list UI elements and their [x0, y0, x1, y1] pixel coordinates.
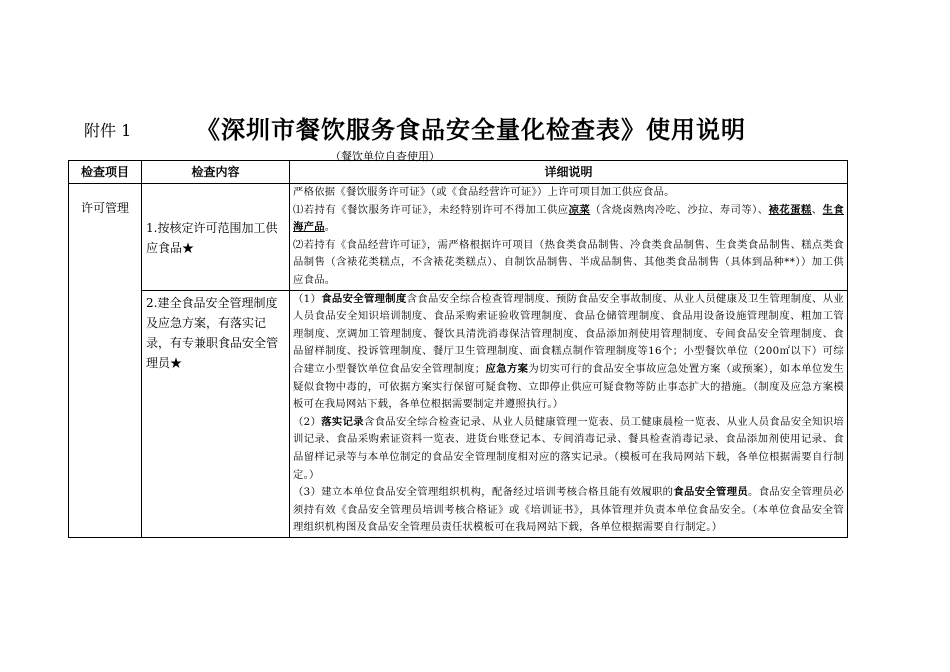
header-item: 检查项目	[69, 161, 142, 184]
table-row	[69, 290, 848, 537]
detail-paragraph	[293, 484, 844, 537]
table-row	[69, 184, 848, 291]
header-content: 检查内容	[142, 161, 290, 184]
text-span: （含烧卤熟肉冷吃、沙拉、寿司等）、	[590, 203, 769, 216]
category-cell: 许可管理	[69, 184, 142, 538]
highlight-cold-dishes: 凉菜	[568, 203, 591, 216]
document-title: 《深圳市餐饮服务食品安全量化检查表》使用说明	[196, 115, 746, 144]
detail-paragraph	[293, 414, 844, 484]
highlight-decorated-cake: 裱花蛋糕	[768, 203, 812, 216]
document-subtitle: （餐饮单位自查使用）	[330, 150, 440, 163]
text-span: （1）	[293, 292, 322, 305]
text-span: 为切实可行的食品安全事故应急处置方案（或预案），如本单位发生疑似食物中毒的，可依据方案实行保留可疑食物、立即停止供应可疑食物等防止事态扩大的措施。（制度及应急方案模板可在我局网站下载，各单位根据需要制定并遵照执行。）	[293, 362, 844, 411]
text-span: （2）	[293, 415, 322, 428]
check-content-cell: 2.建全食品安全管理制度及应急方案，有落实记录，有专兼职食品安全管理员★	[142, 290, 290, 537]
detail-cell	[290, 290, 848, 537]
text-span: 含食品安全综合检查记录、从业人员健康管理一览表、员工健康晨检一览表、从业人员食品安全知识培训记录、食品采购索证资料一览表、进货台账登记本、专间消毒记录、餐具检查消毒记录、食品添加剂使用记录、食品留样记录等与本单位制定的食品安全管理制度相对应的落实记录。（模板可在我局网站下载，各单位根据需要自行制定。）	[293, 415, 845, 481]
attachment-label: 附件 1	[84, 121, 132, 140]
highlight-raw-seafood: 生食海产品	[293, 203, 845, 234]
detail-cell	[290, 184, 848, 291]
detail-line: 严格依据《餐饮服务许可证》（或《食品经营许可证》）上许可项目加工供应食品。	[293, 186, 675, 198]
detail-line: ⑵若持有《食品经营许可证》，需严格根据许可项目（热食类食品制售、冷食类食品制售、生食类食品制售、糕点类食品制售（含裱花类糕点，不含裱花类糕点）、自制饮品制售、半成品制售、其他类食品制售（具体到品种**））加工供应食品。	[293, 238, 844, 286]
detail-paragraph	[293, 291, 844, 414]
text-span: ⑴若持有《餐饮服务许可证》，未经特别许可不得加工供应	[293, 203, 569, 216]
text-span: 。	[324, 221, 336, 234]
text-span: 。食品安全管理员必须持有效《食品安全管理员培训考核合格证》或《培训证书》，具体管理并负责本单位食品安全。（本单位食品安全管理组织机构图及食品安全管理员责任状模板可在我局网站下载，各单位根据需要自行制定。）	[293, 486, 844, 534]
header-detail: 详细说明	[290, 161, 848, 184]
highlight-management-system: 食品安全管理制度	[321, 292, 407, 305]
text-span: （3）建立本单位食品安全管理组织机构，配备经过培训考核合格且能有效履职的	[293, 486, 674, 499]
text-span: 含食品安全综合检查管理制度、预防食品安全事故制度、从业人员健康及卫生管理制度、从业人员食品安全知识培训制度、食品采购索证验收管理制度、食品仓储管理制度、食品用设备设施管理制度、粗加工管理制度、烹调加工管理制度、餐饮具清洗消毒保洁管理制度、食品添加剂使用管理制度、专间食品安全管理制度、食品留样制度、投诉管理制度、餐厅卫生管理制度、面食糕点制作管理制度等16个；小型餐饮单位（200㎡以下）可综合建立小型餐饮单位食品安全管理制度；	[293, 292, 844, 375]
detail-line	[293, 202, 844, 237]
highlight-safety-manager: 食品安全管理员	[673, 486, 749, 499]
check-content-cell: 1.按核定许可范围加工供应食品★	[142, 184, 290, 291]
inspection-table	[68, 160, 848, 538]
text-span: 、	[811, 203, 823, 216]
highlight-emergency-plan: 应急方案	[485, 362, 529, 375]
table-header-row	[69, 161, 848, 184]
highlight-records: 落实记录	[321, 415, 364, 428]
